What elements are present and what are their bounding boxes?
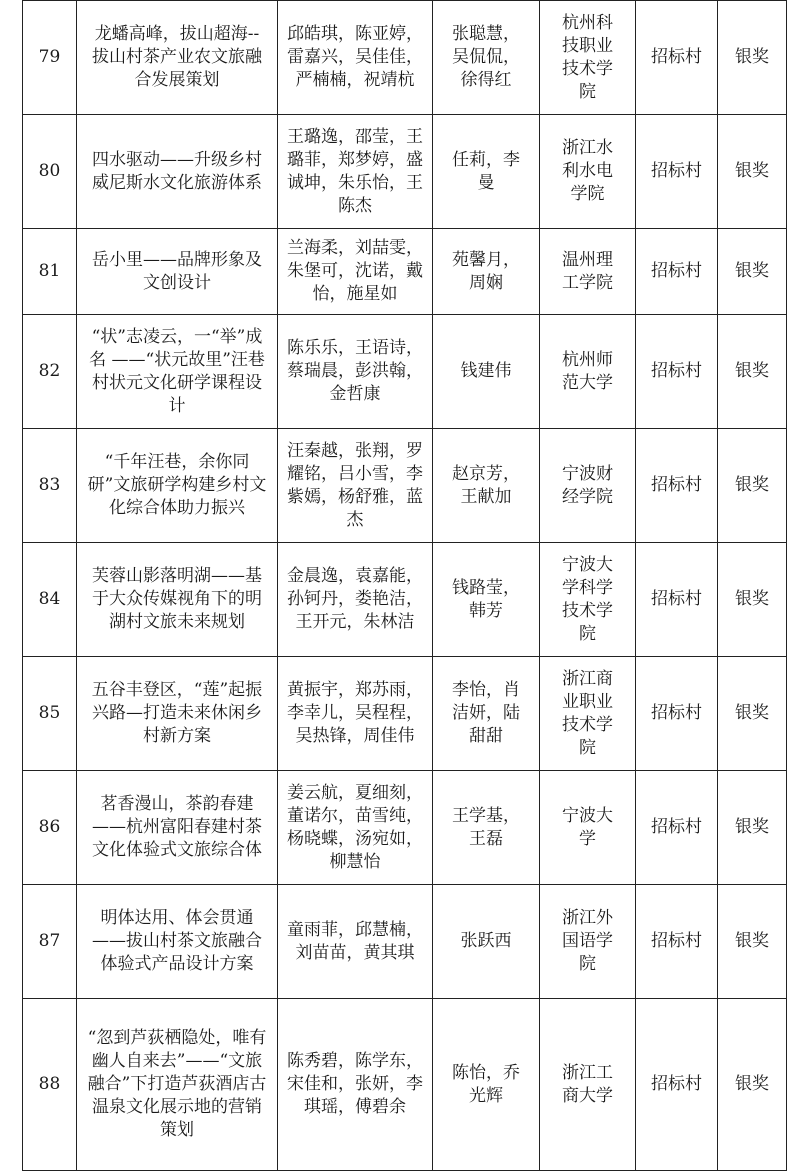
table-row [23, 315, 787, 429]
table-row [23, 543, 787, 657]
team-members: 汪秦越，张翔，罗耀铭，吕小雪，李紫嫣，杨舒雅，蓝杰 [278, 429, 433, 543]
award-level: 银奖 [718, 999, 787, 1171]
school-name: 杭州科技职业技术学院 [540, 1, 636, 115]
team-members: 金晨逸，袁嘉能，孙钶丹，娄艳洁，王开元，朱林洁 [278, 543, 433, 657]
team-members: 王璐逸，邵莹，王璐菲，郑梦婷，盛诚坤，朱乐怡，王陈杰 [278, 115, 433, 229]
project-title: 岳小里——品牌形象及文创设计 [77, 229, 278, 315]
team-members: 黄振宇，郑苏雨，李幸儿，吴程程，吴热锋，周佳伟 [278, 657, 433, 771]
team-members: 陈秀碧，陈学东，宋佳和，张妍，李琪瑶，傅碧余 [278, 999, 433, 1171]
category: 招标村 [636, 429, 718, 543]
school-name: 宁波大学 [540, 771, 636, 885]
award-level: 银奖 [718, 657, 787, 771]
advisors: 赵京芳，王献加 [433, 429, 540, 543]
advisors: 钱建伟 [433, 315, 540, 429]
school-name: 浙江工商大学 [540, 999, 636, 1171]
award-level: 银奖 [718, 229, 787, 315]
table-row [23, 229, 787, 315]
advisors: 张聪慧，吴侃侃，徐得红 [433, 1, 540, 115]
project-title: 芙蓉山影落明湖——基于大众传媒视角下的明湖村文旅未来规划 [77, 543, 278, 657]
advisors: 张跃西 [433, 885, 540, 999]
team-members: 童雨菲，邱慧楠，刘苗苗，黄其琪 [278, 885, 433, 999]
advisors: 任莉，李曼 [433, 115, 540, 229]
row-number: 84 [23, 543, 77, 657]
advisors: 钱路莹，韩芳 [433, 543, 540, 657]
project-title: 五谷丰登区，“莲”起振兴路—打造未来休闲乡村新方案 [77, 657, 278, 771]
category: 招标村 [636, 229, 718, 315]
team-members: 邱皓琪，陈亚婷，雷嘉兴，吴佳佳，严楠楠，祝靖杭 [278, 1, 433, 115]
category: 招标村 [636, 315, 718, 429]
project-title: 龙蟠高峰，拔山超海--拔山村茶产业农文旅融合发展策划 [77, 1, 278, 115]
project-title: 明体达用、体会贯通——拔山村茶文旅融合体验式产品设计方案 [77, 885, 278, 999]
row-number: 85 [23, 657, 77, 771]
advisors: 王学基，王磊 [433, 771, 540, 885]
project-title: 四水驱动——升级乡村威尼斯水文化旅游体系 [77, 115, 278, 229]
advisors: 陈怡，乔光辉 [433, 999, 540, 1171]
category: 招标村 [636, 1, 718, 115]
category: 招标村 [636, 885, 718, 999]
school-name: 浙江外国语学院 [540, 885, 636, 999]
category: 招标村 [636, 657, 718, 771]
project-title: “千年汪巷，余你同研”文旅研学构建乡村文化综合体助力振兴 [77, 429, 278, 543]
team-members: 姜云航，夏细刻，董诺尔，苗雪纯，杨晓蝶，汤宛如，柳慧怡 [278, 771, 433, 885]
award-level: 银奖 [718, 771, 787, 885]
table-row [23, 999, 787, 1171]
award-level: 银奖 [718, 429, 787, 543]
award-level: 银奖 [718, 543, 787, 657]
category: 招标村 [636, 543, 718, 657]
school-name: 浙江商业职业技术学院 [540, 657, 636, 771]
award-level: 银奖 [718, 115, 787, 229]
table-row [23, 657, 787, 771]
award-level: 银奖 [718, 315, 787, 429]
row-number: 79 [23, 1, 77, 115]
row-number: 88 [23, 999, 77, 1171]
school-name: 浙江水利水电学院 [540, 115, 636, 229]
school-name: 温州理工学院 [540, 229, 636, 315]
award-level: 银奖 [718, 885, 787, 999]
row-number: 80 [23, 115, 77, 229]
team-members: 兰海柔，刘喆雯，朱堡可，沈诺，戴怡，施星如 [278, 229, 433, 315]
school-name: 杭州师范大学 [540, 315, 636, 429]
project-title: “状”志凌云，一“举”成名 ——“状元故里”汪巷村状元文化研学课程设计 [77, 315, 278, 429]
row-number: 87 [23, 885, 77, 999]
team-members: 陈乐乐，王语诗，蔡瑞晨，彭洪翰，金哲康 [278, 315, 433, 429]
project-title: 茗香漫山，茶韵春建——杭州富阳春建村茶文化体验式文旅综合体 [77, 771, 278, 885]
award-table [22, 0, 787, 1171]
category: 招标村 [636, 115, 718, 229]
category: 招标村 [636, 771, 718, 885]
category: 招标村 [636, 999, 718, 1171]
row-number: 83 [23, 429, 77, 543]
advisors: 李怡，肖洁妍，陆甜甜 [433, 657, 540, 771]
school-name: 宁波财经学院 [540, 429, 636, 543]
project-title: “忽到芦荻栖隐处，唯有幽人自来去”——“文旅融合”下打造芦荻酒店古温泉文化展示地的营销策划 [77, 999, 278, 1171]
row-number: 82 [23, 315, 77, 429]
advisors: 苑馨月，周娴 [433, 229, 540, 315]
table-row [23, 885, 787, 999]
table-row [23, 429, 787, 543]
table-row [23, 771, 787, 885]
table-row [23, 115, 787, 229]
row-number: 81 [23, 229, 77, 315]
table-row [23, 1, 787, 115]
award-level: 银奖 [718, 1, 787, 115]
school-name: 宁波大学科学技术学院 [540, 543, 636, 657]
row-number: 86 [23, 771, 77, 885]
